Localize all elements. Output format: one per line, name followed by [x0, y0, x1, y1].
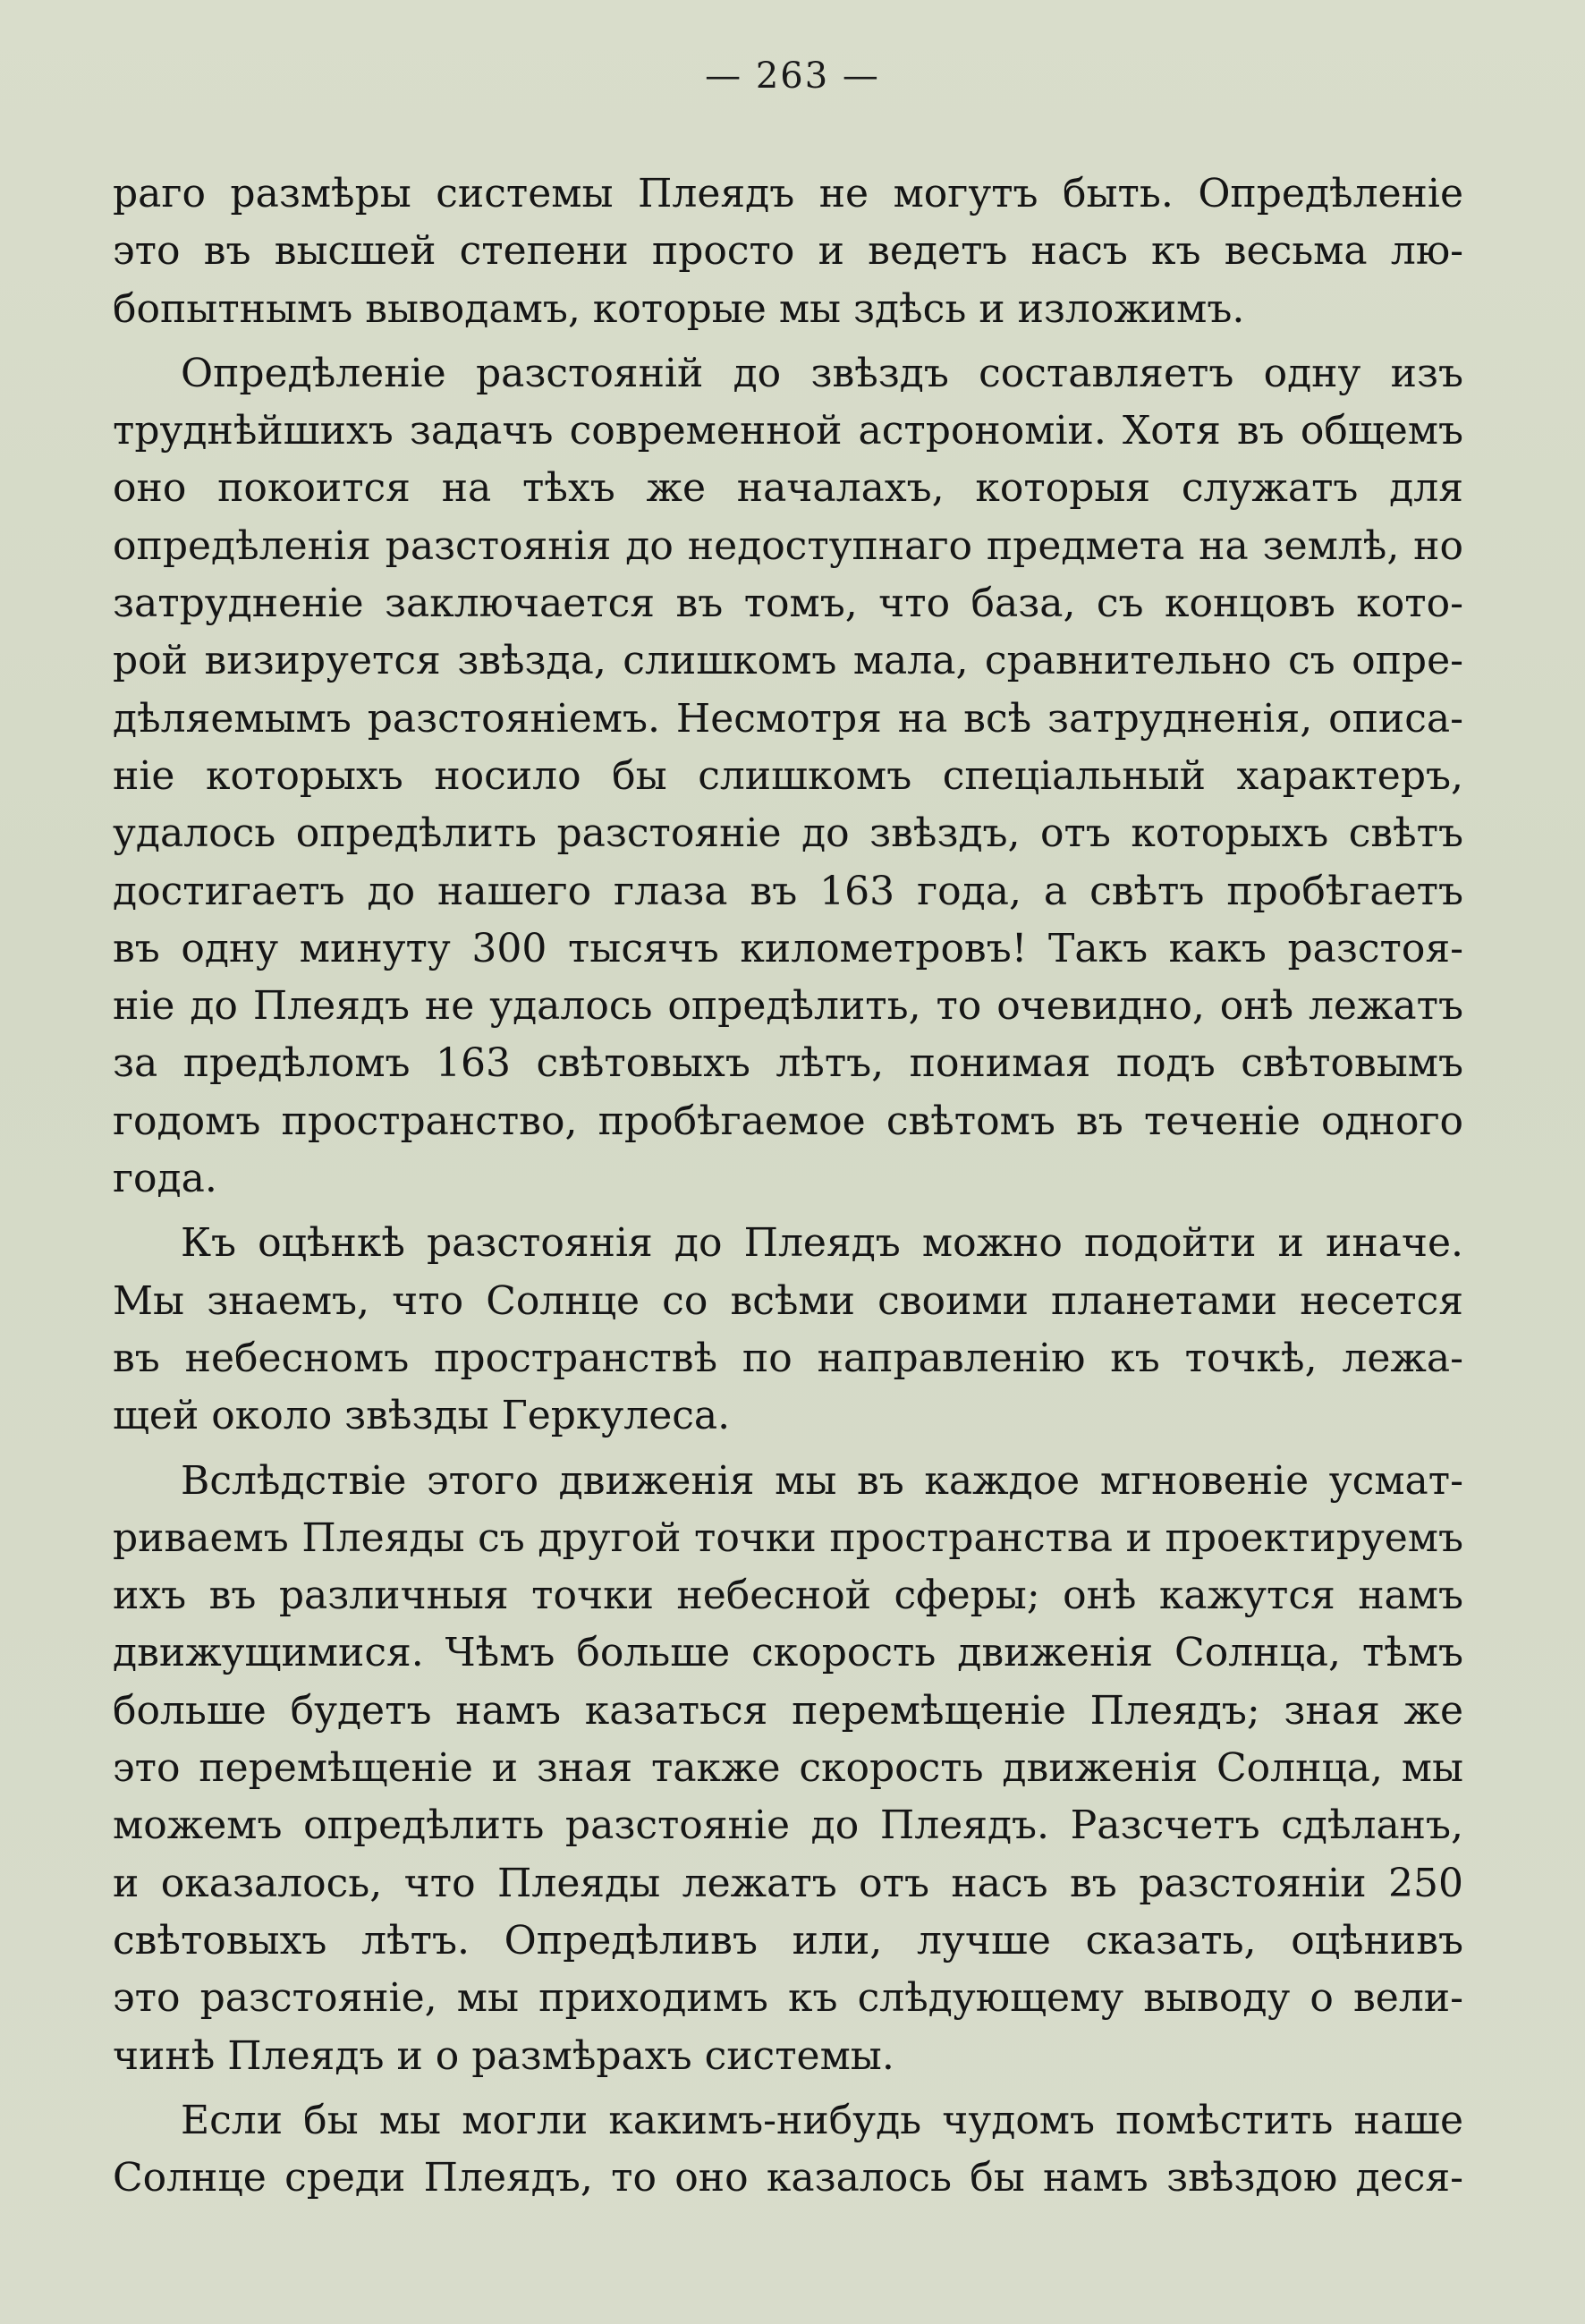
text-line: Мы знаемъ, что Солнце со всѣми своими планетами несется: [113, 1277, 1463, 1324]
text-line: это въ высшей степени просто и ведетъ насъ къ весьма лю-: [113, 228, 1463, 275]
text-line: Къ оцѣнкѣ разстоянія до Плеядъ можно подойти и иначе.: [181, 1220, 1463, 1267]
text-line: годомъ пространство, пробѣгаемое свѣтомъ въ теченіе одного: [113, 1098, 1463, 1144]
text-line: риваемъ Плеяды съ другой точки пространства и проектируемъ: [113, 1514, 1463, 1561]
text-line: въ небесномъ пространствѣ по направленію къ точкѣ, лежа-: [113, 1335, 1463, 1381]
text-line: бопытнымъ выводамъ, которые мы здѣсь и изложимъ.: [113, 285, 1245, 332]
paragraph: [113, 2092, 1463, 2208]
paragraph: [113, 165, 1463, 338]
text-line: дѣляемымъ разстояніемъ. Несмотря на всѣ затрудненія, описа-: [113, 695, 1463, 742]
text-line: затрудненіе заключается въ томъ, что база, съ концовъ кото-: [113, 581, 1463, 627]
text-line: Вслѣдствіе этого движенія мы въ каждое мгновеніе усмат-: [181, 1457, 1463, 1504]
text-line: ихъ въ различныя точки небесной сферы; онѣ кажутся намъ: [113, 1573, 1463, 1619]
text-line: это перемѣщеніе и зная также скорость движенія Солнца, мы: [113, 1745, 1463, 1792]
text-line: достигаетъ до нашего глаза въ 163 года, а свѣтъ пробѣгаетъ: [113, 868, 1463, 914]
text-line: движущимися. Чѣмъ больше скорость движенія Солнца, тѣмъ: [113, 1630, 1463, 1676]
text-line: и оказалось, что Плеяды лежатъ отъ насъ въ разстояніи 250: [113, 1860, 1463, 1906]
text-line: щей около звѣзды Геркулеса.: [113, 1393, 731, 1439]
text-line: ніе до Плеядъ не удалось опредѣлить, то очевидно, онѣ лежатъ: [113, 983, 1463, 1030]
paragraph: [113, 345, 1463, 1208]
text-line: Если бы мы могли какимъ-нибудь чудомъ помѣстить наше: [181, 2097, 1463, 2143]
text-line: ніе которыхъ носило бы слишкомъ спеціальный характеръ,: [113, 752, 1463, 799]
text-line: свѣтовыхъ лѣтъ. Опредѣливъ или, лучше сказать, оцѣнивъ: [113, 1917, 1463, 1964]
text-line: опредѣленія разстоянія до недоступнаго предмета на землѣ, но: [113, 522, 1463, 569]
text-line: Солнце среди Плеядъ, то оно казалось бы намъ звѣздою деся-: [113, 2155, 1463, 2201]
text-line: чинѣ Плеядъ и о размѣрахъ системы.: [113, 2032, 894, 2079]
text-line: въ одну минуту 300 тысячъ километровъ! Такъ какъ разстоя-: [113, 925, 1463, 971]
body-text: [113, 165, 1463, 2207]
text-line: раго размѣры системы Плеядъ не могутъ быть. Опредѣленіе: [113, 171, 1463, 216]
text-line: Опредѣленіе разстояній до звѣздъ составляетъ одну изъ: [181, 350, 1463, 396]
text-line: это разстояніе, мы приходимъ къ слѣдующему выводу о вели-: [113, 1975, 1463, 2022]
page-number: — 263 —: [705, 55, 880, 97]
paragraph: [113, 1215, 1463, 1445]
text-line: за предѣломъ 163 свѣтовыхъ лѣтъ, понимая подъ свѣтовымъ: [113, 1040, 1463, 1087]
text-line: можемъ опредѣлить разстояніе до Плеядъ. Разсчетъ сдѣланъ,: [113, 1802, 1463, 1849]
text-line: больше будетъ намъ казаться перемѣщеніе Плеядъ; зная же: [113, 1687, 1463, 1734]
text-line: удалось опредѣлить разстояніе до звѣздъ, отъ которыхъ свѣтъ: [113, 810, 1463, 857]
text-line: рой визируется звѣзда, слишкомъ мала, сравнительно съ опре-: [113, 638, 1463, 684]
text-line: года.: [113, 1156, 217, 1202]
paragraph: [113, 1453, 1463, 2085]
text-line: труднѣйшихъ задачъ современной астрономіи. Хотя въ общемъ: [113, 408, 1463, 454]
text-line: оно покоится на тѣхъ же началахъ, которыя служатъ для: [113, 465, 1463, 512]
